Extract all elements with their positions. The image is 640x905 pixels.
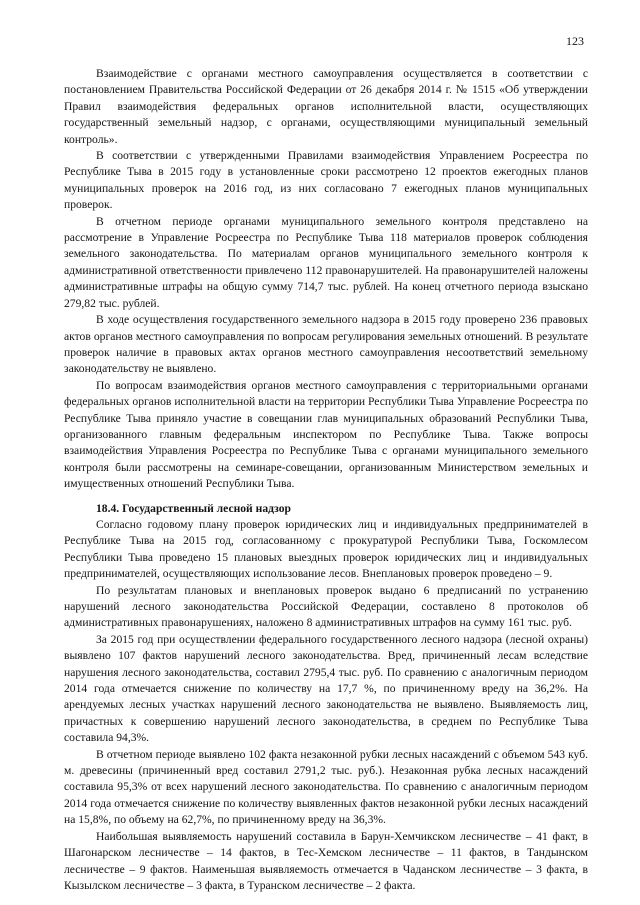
page-number: 123 [566,34,584,48]
paragraph: В соответствии с утвержденными Правилами взаимодействия Управлением Росреестра по Республике Тыва в 2015 году в установленные сроки рассмотрено 12 проектов ежегодных планов муниципальных проверок на 2016 год, из них согласовано 7 ежегодных планов муниципальных проверок. [64,149,588,212]
paragraph: В отчетном периоде выявлено 102 факта незаконной рубки лесных насаждений с объемом 543 куб. м. древесины (причиненный вред составил 2791,2 тыс. руб.). Незаконная рубка лесных насаждений составила 95,3% от всех нарушений лесного законодательства. По сравнению с аналогичным периодом 2014 года отмечается снижение по количеству выявленных фактов незаконной рубки лесных насаждений на 15,8%, по объему на 62,7%, по причиненному вреду на 36,3%. [64,747,588,827]
paragraph: Взаимодействие с органами местного самоуправления осуществляется в соответствии с постановлением Правительства Российской Федерации от 26 декабря 2014 г. № 1515 «Об утверждении Правил взаимодействия федеральных органов исполнительной власти, осуществляющих государственный земельный надзор, с органами, осуществляющими муниципальный земельный контроль». [64,67,588,146]
paragraph: Наибольшая выявляемость нарушений составила в Барун-Хемчикском лесничестве – 41 факт, в Шагонарском лесничестве – 14 фактов, в Тес-Хемском лесничестве – 11 фактов, в Тандынском лесничестве – 9 фактов. Наименьшая выявляемость отмечается в Чаданском лесничестве – 3 факта, в Кызылском лесничестве – 3 факта, в Туранском лесничестве – 2 факта. [64,829,588,892]
paragraph: По вопросам взаимодействия органов местного самоуправления с территориальными органами федеральных органов исполнительной власти на территории Республики Тыва Управление Росреестра по Республике Тыва приняло участие в совещании глав муниципальных образований Республики Тыва, организованного главным федеральным инспектором по Республике Тыва. Также вопросы взаимодействия Управления Росреестра по Республике Тыва с органами муниципального земельного контроля были рассмотрены на семинаре-совещании, организованным Министерством земельных и имущественных отношений Республики Тыва. [64,378,588,491]
document-body [64,66,588,894]
paragraph: За 2015 год при осуществлении федерального государственного лесного надзора (лесной охраны) выявлено 107 фактов нарушений лесного законодательства. Вред, причиненный лесам вследствие нарушения лесного законодательства, составил 2795,4 тыс. руб. По сравнению с аналогичным периодом 2014 года отмечается снижение по количеству на 17,7 %, по причиненному вреду на 36,2%. На арендуемых лесных участках нарушений лесного законодательства не выявлено. Выявляемость лиц, причастных к совершению нарушений лесного законодательства, в среднем по Республике Тыва составила 94,3%. [64,632,588,745]
paragraph: Согласно годовому плану проверок юридических лиц и индивидуальных предпринимателей в Республике Тыва на 2015 год, согласованному с прокуратурой Республики Тыва, Госкомлесом Республики Тыва проведено 15 плановых выездных проверок юридических лиц и индивидуальных предпринимателей, осуществляющих использование лесов. Внеплановых проверок проведено – 9. [64,517,588,581]
paragraph: В ходе осуществления государственного земельного надзора в 2015 году проверено 236 правовых актов органов местного самоуправления по вопросам регулирования земельных отношений. В результате проверок наличие в правовых актах органов местного самоуправления несоответствий земельному законодательству не выявлено. [64,313,588,376]
paragraph: По результатам плановых и внеплановых проверок выдано 6 предписаний по устранению нарушений лесного законодательства Российской Федерации, составлено 8 протоколов об административных правонарушениях, наложено 8 административных штрафов на сумму 161 тыс. руб. [64,583,588,630]
paragraph: В отчетном периоде органами муниципального земельного контроля представлено на рассмотрение в Управление Росреестра по Республике Тыва 118 материалов проверок соблюдения земельного законодательства. По материалам органов муниципального земельного контроля к административной ответственности привлечено 112 правонарушителей. На правонарушителей наложены административные штрафы на общую сумму 714,7 тыс. рублей. На конец отчетного периода взыскано 279,82 тыс. рублей. [64,214,588,310]
section-heading: 18.4. Государственный лесной надзор [96,501,291,515]
